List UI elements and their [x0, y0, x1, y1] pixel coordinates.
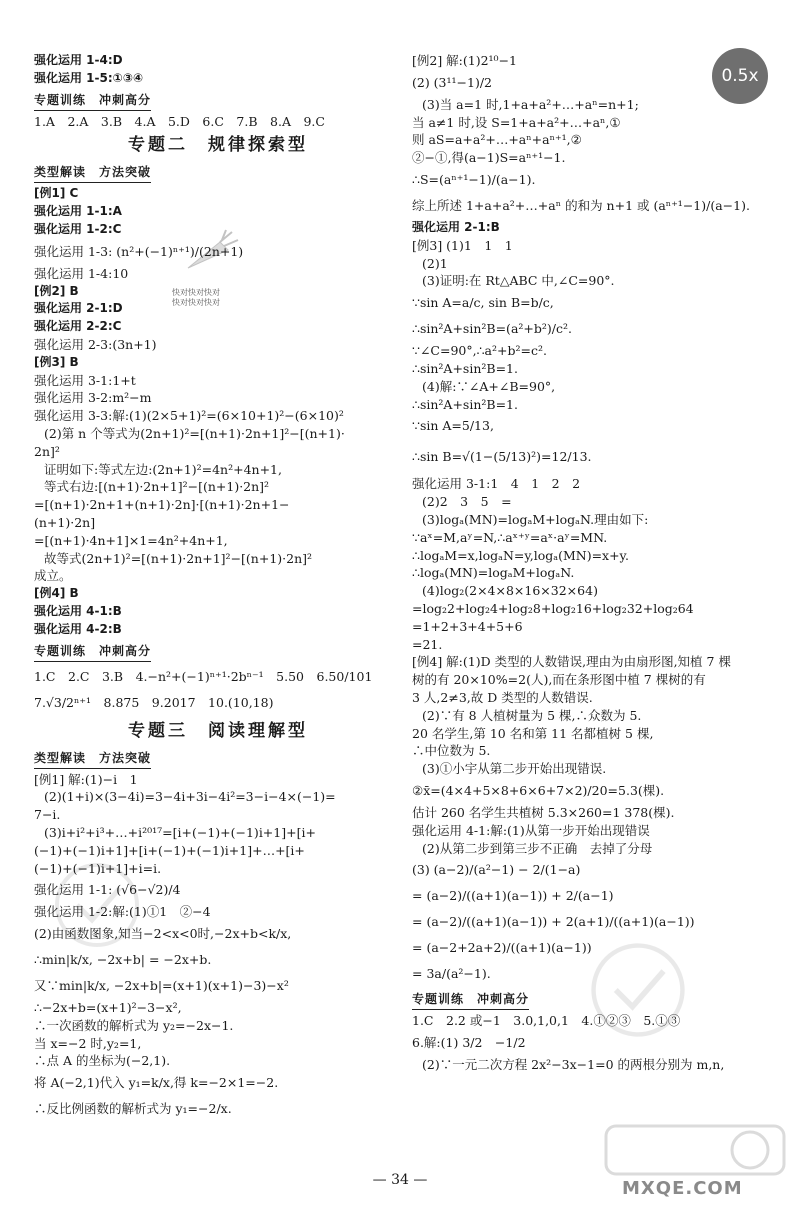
- answer-line: 强化运用 4-2:B: [34, 621, 122, 636]
- answer-line: ∵∠C=90°,∴a²+b²=c².: [412, 343, 547, 359]
- answer-line: =1+2+3+4+5+6: [412, 618, 523, 634]
- topic-title: 专题二 规律探索型: [128, 135, 308, 156]
- answer-line: (2)2 3 5 =: [422, 494, 512, 510]
- answer-line: (3) (a−2)/(a²−1) − 2/(1−a): [412, 862, 581, 878]
- answer-line: (2)从第二步到第三步不正确 去掉了分母: [422, 840, 653, 856]
- answer-line: ∴反比例函数的解析式为 y₁=−2/x.: [34, 1101, 232, 1117]
- answer-line: ∴logₐ(MN)=logₐM+logₐN.: [412, 565, 575, 581]
- answer-line: 7.√3/2ⁿ⁺¹ 8.875 9.2017 10.(10,18): [34, 694, 274, 710]
- answer-line: = (a−2)/((a+1)(a−1)) + 2/(a−1): [412, 888, 614, 904]
- section-heading-row: [34, 160, 402, 185]
- answer-line: ∴sin²A+sin²B=(a²+b²)/c².: [412, 321, 572, 337]
- answer-line: 强化运用 3-1:1 4 1 2 2: [412, 476, 581, 492]
- answer-line: (4)log₂(2×4×8×16×32×64): [422, 583, 598, 599]
- answer-line: ②x̄=(4×4+5×8+6×6+7×2)/20=5.3(棵).: [412, 782, 665, 798]
- answer-line: 当 x=−2 时,y₂=1,: [34, 1035, 142, 1051]
- answer-line: [例3] (1)1 1 1: [412, 237, 513, 253]
- answer-line: 强化运用 4-1:B: [34, 603, 122, 618]
- answer-line: (2)∵一元二次方程 2x²−3x−1=0 的两根分别为 m,n,: [422, 1057, 725, 1073]
- playback-speed-badge[interactable]: 0.5x: [712, 48, 768, 104]
- answer-line: (−1)+(−1)i+1]+i=i.: [34, 860, 162, 876]
- answer-line: 当 a≠1 时,设 S=1+a+a²+…+aⁿ,①: [412, 114, 621, 130]
- answer-line: (2)(1+i)×(3−4i)=3−4i+3i−4i²=3−i−4×(−1)=: [44, 789, 336, 805]
- answer-line: ∴sin²A+sin²B=1.: [412, 396, 518, 412]
- carrot-caption-line: 快对快对快对: [172, 288, 220, 297]
- answer-line: 强化运用 2-2:C: [34, 319, 122, 334]
- answer-line: 强化运用 2-1:B: [412, 219, 500, 234]
- right-column: [412, 52, 784, 1074]
- answer-line: (4)解:∵∠A+∠B=90°,: [422, 378, 556, 394]
- watermark-url: MXQE.COM: [622, 1178, 743, 1199]
- answer-line: [例3] B: [34, 354, 79, 369]
- section-heading: 专题训练 冲刺高分: [34, 91, 151, 111]
- answer-line: 7−i.: [34, 807, 61, 823]
- answer-line: 则 aS=a+a²+…+aⁿ+aⁿ⁺¹,②: [412, 132, 582, 148]
- answer-line: (2)由函数图象,知当−2<x<0时,−2x+b<k/x,: [34, 926, 292, 942]
- answer-line: (3)logₐ(MN)=logₐM+logₐN.理由如下:: [422, 511, 649, 527]
- answer-line: ∴sin²A+sin²B=1.: [412, 360, 518, 376]
- answer-line: 强化运用 1-4:D: [34, 53, 123, 67]
- section-heading-row: [412, 987, 784, 1012]
- carrot-caption-line: 快对快对快对: [172, 298, 220, 307]
- answer-line: 20 名学生,第 10 名和第 11 名都植树 5 棵,: [412, 725, 654, 741]
- answer-line: = (a−2)/((a+1)(a−1)) + 2(a+1)/((a+1)(a−1)): [412, 914, 695, 930]
- answer-line: 强化运用 1-1: (√6−√2)/4: [34, 882, 181, 898]
- answer-line: (3)当 a=1 时,1+a+a²+…+aⁿ=n+1;: [422, 96, 639, 112]
- answer-line: 强化运用 1-2:C: [34, 221, 122, 236]
- answer-line: 1.A 2.A 3.B 4.A 5.D 6.C 7.B 8.A 9.C: [34, 113, 325, 129]
- answer-line: ∴−2x+b=(x+1)²−3−x²,: [34, 1000, 182, 1016]
- answer-line: 2n]²: [34, 443, 60, 459]
- left-column: [34, 52, 402, 1122]
- answer-line: 强化运用 1-5:①③④: [34, 70, 144, 85]
- topic-title: 专题三 阅读理解型: [128, 720, 308, 741]
- answer-line: 故等式(2n+1)²=[(n+1)·2n+1]²−[(n+1)·2n]²: [44, 550, 313, 566]
- answer-line: (2)∵有 8 人植树量为 5 棵,∴众数为 5.: [422, 707, 642, 723]
- answer-line: 证明如下:等式左边:(2n+1)²=4n²+4n+1,: [44, 461, 282, 477]
- section-heading-row: [34, 746, 402, 771]
- answer-line: [例4] B: [34, 586, 79, 601]
- answer-line: 1.C 2.2 或−1 3.0,1,0,1 4.①②③ 5.①③: [412, 1013, 681, 1029]
- section-heading: 类型解读 方法突破: [34, 749, 151, 769]
- answer-line: ∴点 A 的坐标为(−2,1).: [34, 1053, 171, 1069]
- answer-line: = 3a/(a²−1).: [412, 966, 491, 982]
- answer-line: 强化运用 3-3:解:(1)(2×5+1)²=(6×10+1)²−(6×10)²: [34, 408, 344, 424]
- answer-line: (n+1)·2n]: [34, 514, 96, 530]
- answer-line: 成立。: [34, 568, 72, 584]
- answer-line: = (a−2+2a+2)/((a+1)(a−1)): [412, 940, 592, 956]
- answer-line: (2) (3¹¹−1)/2: [412, 74, 492, 90]
- answer-line: 1.C 2.C 3.B 4.−n²+(−1)ⁿ⁺¹·2bⁿ⁻¹ 5.50 6.50/101: [34, 668, 373, 684]
- answer-line: ∴中位数为 5.: [412, 743, 491, 759]
- answer-line: [例1] 解:(1)−i 1: [34, 771, 138, 787]
- answer-line: [例2] 解:(1)2¹⁰−1: [412, 53, 517, 68]
- answer-line: 强化运用 1-4:10: [34, 265, 129, 281]
- answer-line: 树的有 20×10%=2(人),而在条形图中植 7 棵树的有: [412, 672, 706, 688]
- answer-line: 估计 260 名学生共植树 5.3×260=1 378(棵).: [412, 804, 675, 820]
- answer-line: 6.解:(1) 3/2 −1/2: [412, 1035, 526, 1051]
- answer-line: 等式右边:[(n+1)·2n+1]²−[(n+1)·2n]²: [44, 479, 270, 495]
- answer-line: 综上所述 1+a+a²+…+aⁿ 的和为 n+1 或 (aⁿ⁺¹−1)/(a−1).: [412, 197, 750, 213]
- answer-line: (3)证明:在 Rt△ABC 中,∠C=90°.: [422, 273, 615, 289]
- answer-line: ∴sin B=√(1−(5/13)²)=12/13.: [412, 449, 592, 465]
- answer-line: 强化运用 1-1:A: [34, 204, 122, 219]
- answer-line: =21.: [412, 636, 443, 652]
- answer-line: ∵sin A=a/c, sin B=b/c,: [412, 295, 554, 311]
- answer-line: 强化运用 1-2:解:(1)①1 ②−4: [34, 904, 211, 920]
- answer-line: ∴logₐM=x,logₐN=y,logₐ(MN)=x+y.: [412, 547, 629, 563]
- answer-line: ②−①,得(a−1)S=aⁿ⁺¹−1.: [412, 150, 566, 166]
- answer-line: 3 人,2≠3,故 D 类型的人数错误.: [412, 689, 593, 705]
- answer-line: 强化运用 4-1:解:(1)从第一步开始出现错误: [412, 822, 650, 838]
- section-heading: 专题训练 冲刺高分: [34, 642, 151, 662]
- section-heading-row: [34, 639, 402, 664]
- answer-line: 强化运用 3-1:1+t: [34, 372, 136, 388]
- answer-line: (2)1: [422, 255, 448, 271]
- answer-line: (2)第 n 个等式为(2n+1)²=[(n+1)·2n+1]²−[(n+1)·: [44, 425, 345, 441]
- answer-line: [例4] 解:(1)D 类型的人数错误,理由为由扇形图,知植 7 棵: [412, 654, 731, 670]
- answer-line: 将 A(−2,1)代入 y₁=k/x,得 k=−2×1=−2.: [34, 1075, 279, 1091]
- answer-line: ∵sin A=5/13,: [412, 418, 494, 434]
- section-heading-row: [34, 88, 402, 113]
- answer-line: =log₂2+log₂4+log₂8+log₂16+log₂32+log₂64: [412, 600, 694, 616]
- answer-line: =[(n+1)·4n+1]×1=4n²+4n+1,: [34, 532, 228, 548]
- answer-line: ∴S=(aⁿ⁺¹−1)/(a−1).: [412, 171, 536, 187]
- answer-line: =[(n+1)·2n+1+(n+1)·2n]·[(n+1)·2n+1−: [34, 497, 290, 513]
- answer-line: (3)i+i²+i³+…+i²⁰¹⁷=[i+(−1)+(−1)i+1]+[i+: [44, 824, 316, 840]
- section-heading: 专题训练 冲刺高分: [412, 990, 529, 1010]
- page-number: — 34 —: [372, 1172, 428, 1188]
- answer-line: 强化运用 3-2:m²−m: [34, 390, 152, 406]
- answer-line: [例2] B: [34, 283, 79, 298]
- answer-line: ∴一次函数的解析式为 y₂=−2x−1.: [34, 1017, 234, 1033]
- answer-line: [例1] C: [34, 186, 79, 201]
- answer-line: 强化运用 2-3:(3n+1): [34, 336, 157, 352]
- answer-line: ∵aˣ=M,aʸ=N,∴aˣ⁺ʸ=aˣ·aʸ=MN.: [412, 529, 608, 545]
- answer-line: 强化运用 2-1:D: [34, 301, 123, 316]
- section-heading: 类型解读 方法突破: [34, 163, 151, 183]
- answer-line: 又∵min|k/x, −2x+b|=(x+1)(x+1)−3)−x²: [34, 978, 289, 994]
- answer-line: ∴min|k/x, −2x+b| = −2x+b.: [34, 952, 212, 968]
- answer-line: (−1)+(−1)i+1]+[i+(−1)+(−1)i+1]+…+[i+: [34, 842, 305, 858]
- answer-line: (3)①小宇从第二步开始出现错误.: [422, 761, 607, 777]
- answer-line: 强化运用 1-3: (n²+(−1)ⁿ⁺¹)/(2n+1): [34, 243, 244, 259]
